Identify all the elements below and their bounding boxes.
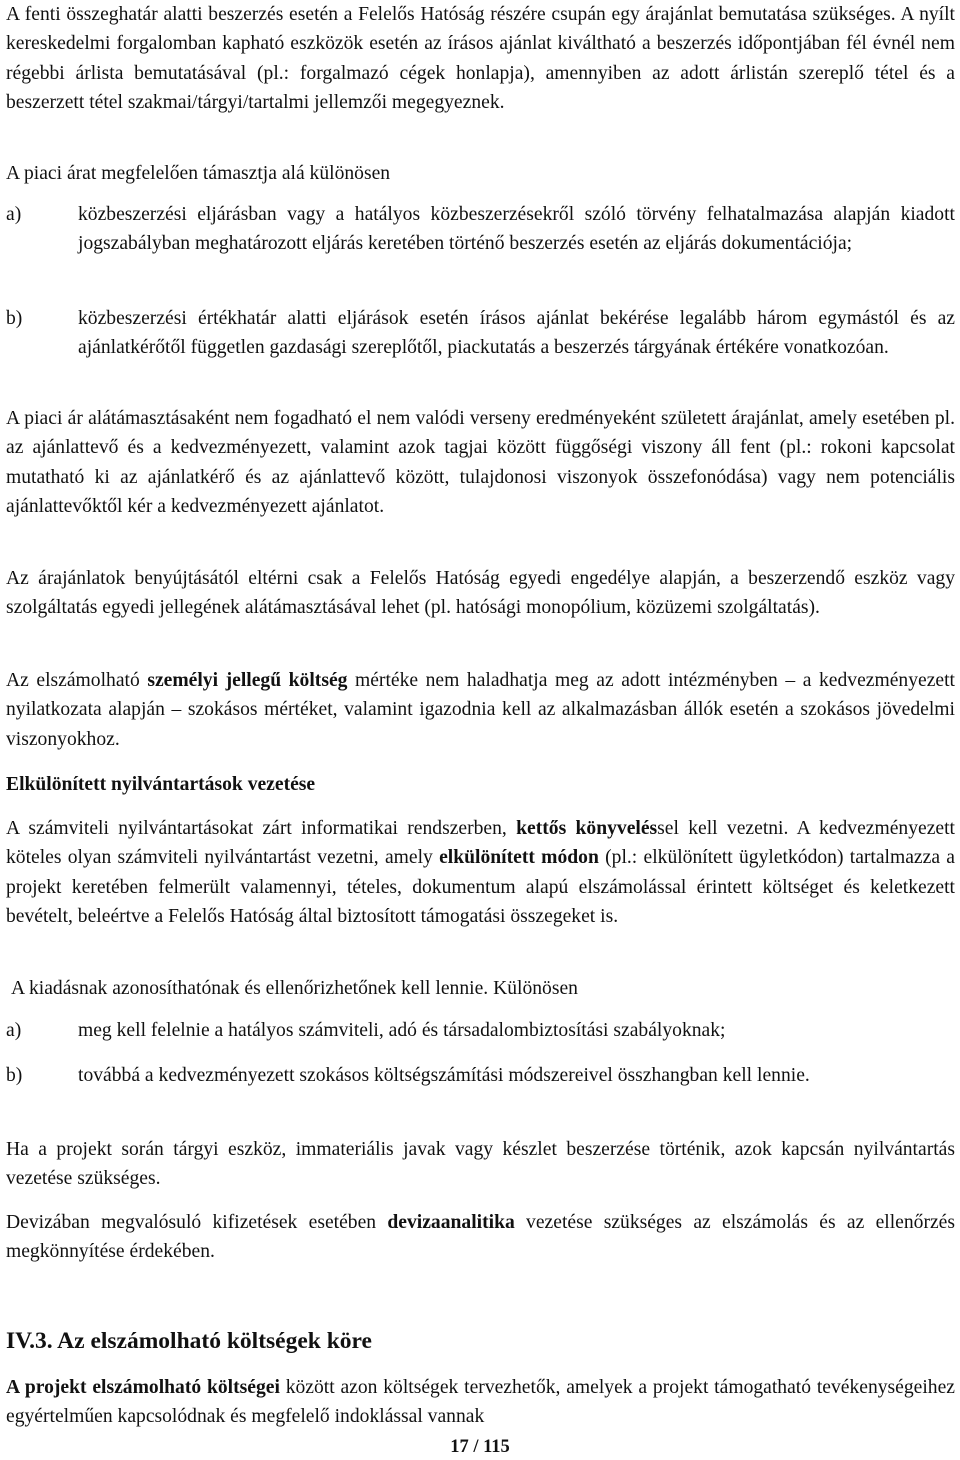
list-item-text: meg kell felelnie a hatályos számviteli, adó és társadalombiztosítási szabályoknak; xyxy=(78,1020,726,1041)
text-run: Az elszámolható xyxy=(6,670,148,691)
paragraph-market-price-intro: A piaci árat megfelelően támasztja alá különösen xyxy=(6,163,391,184)
paragraph-deviation-permit: Az árajánlatok benyújtásától eltérni csak a Felelős Hatóság egyedi engedélye alapján, a beszerzendő eszköz vagy szolgáltatás egyedi jellegének alátámasztásával lehet (pl. hatósági monopólium, közüzemi szolgáltatás). xyxy=(6,568,955,619)
list-marker: b) xyxy=(6,308,23,329)
paragraph-personnel-cost xyxy=(6,666,955,754)
text-run: sel kell vezetni. A kedvezményezett köteles olyan számviteli nyilvántartást vezetni, amely xyxy=(6,818,955,869)
bold-term: kettős könyvelés xyxy=(516,818,658,839)
paragraph-market-price-exclusion: A piaci ár alátámasztásaként nem fogadható el nem valódi verseny eredményeként született árajánlat, amely esetében pl. az ajánlattevő és a kedvezményezett, valamint azok tagjai között függőségi viszony áll fent (pl.: rokoni kapcsolat mutatható ki az ajánlatkérő és az ajánlattevő között, tulajdonosi viszonyok összefonódása) vagy nem potenciális ajánlattevőktől kér a kedvezményezett ajánlatot. xyxy=(6,408,955,517)
bold-term: A projekt elszámolható költségei xyxy=(6,1377,280,1398)
list-item-text: közbeszerzési értékhatár alatti eljárások esetén írásos ajánlat bekérése legalább három egymástól és az ajánlatkérőtől független gazdasági szereplőtől, piackutatás a beszerzés tárgyának értékére vonatkozóan. xyxy=(78,308,955,359)
bold-term: elkülönített módon xyxy=(439,847,599,869)
paragraph-procurement-quote: A fenti összeghatár alatti beszerzés esetén a Felelős Hatóság részére csupán egy árajánlat bemutatása szükséges. A nyílt kereskedelmi forgalomban kapható eszközök esetén az írásos ajánlat kiváltható a beszerzés időpontjában fél évnél nem régebbi árlista bemutatásával (pl.: forgalmazó cégek honlapja), amennyiben az adott árlistán szereplő tétel és a beszerzett tétel szakmai/tárgyi/tartalmi jellemzői megegyeznek. xyxy=(6,4,955,113)
list-marker: a) xyxy=(6,1020,22,1041)
bold-term: személyi jellegű költség xyxy=(147,670,348,691)
bold-term: devizaanalitika xyxy=(387,1212,515,1233)
list-marker: a) xyxy=(6,204,22,225)
list-marker: b) xyxy=(6,1065,23,1086)
page-number: 17 / 115 xyxy=(450,1437,510,1457)
paragraph-foreign-currency xyxy=(6,1208,955,1267)
section-heading: Elkülönített nyilvántartások vezetése xyxy=(6,774,316,795)
text-run: Devizában megvalósuló kifizetések esetében xyxy=(6,1212,388,1233)
paragraph-expense-identifiable: A kiadásnak azonosíthatónak és ellenőrizhetőnek kell lennie. Különösen xyxy=(11,978,578,999)
list-item-text: továbbá a kedvezményezett szokásos költségszámítási módszereivel összhangban kell lennie. xyxy=(78,1065,810,1086)
paragraph-asset-records: Ha a projekt során tárgyi eszköz, immateriális javak vagy készlet beszerzése történik, azok kapcsán nyilvántartás vezetése szükséges. xyxy=(6,1139,955,1190)
paragraph-eligible-costs xyxy=(6,1373,955,1432)
chapter-heading: IV.3. Az elszámolható költségek köre xyxy=(6,1328,372,1354)
text-run: A számviteli nyilvántartásokat zárt informatikai rendszerben, xyxy=(6,818,517,839)
text-run: vezetése szükséges az elszámolás és az ellenőrzés megkönnyítése érdekében. xyxy=(6,1212,956,1263)
text-run: mértéke nem haladhatja meg az adott intézményben – a kedvezményezett nyilatkozata alapján – szokásos mértéket, valamint igazodnia kell az alkalmazásban állók esetén a szokásos jövedelmi viszonyokhoz. xyxy=(6,670,955,750)
paragraph-accounting-records xyxy=(6,814,955,931)
list-item-text: közbeszerzési eljárásban vagy a hatályos közbeszerzésekről szóló törvény felhatalmazása alapján kiadott jogszabályban meghatározott eljárás keretében történő beszerzés esetén az eljárás dokumentációja; xyxy=(78,204,955,255)
text-run: (pl.: elkülönített ügyletkódon) tartalmazza a projekt keretében felmerült valamennyi, tételes, dokumentum alapú elszámolással érintett költséget és keletkezett bevételt, beleértve a Felelős Hatóság által biztosított támogatási összegeket is. xyxy=(6,847,955,927)
text-run: között azon költségek tervezhetők, amelyek a projekt támogatható tevékenységeihez egyértelműen kapcsolódnak és megfelelő indoklással vannak xyxy=(6,1377,956,1428)
